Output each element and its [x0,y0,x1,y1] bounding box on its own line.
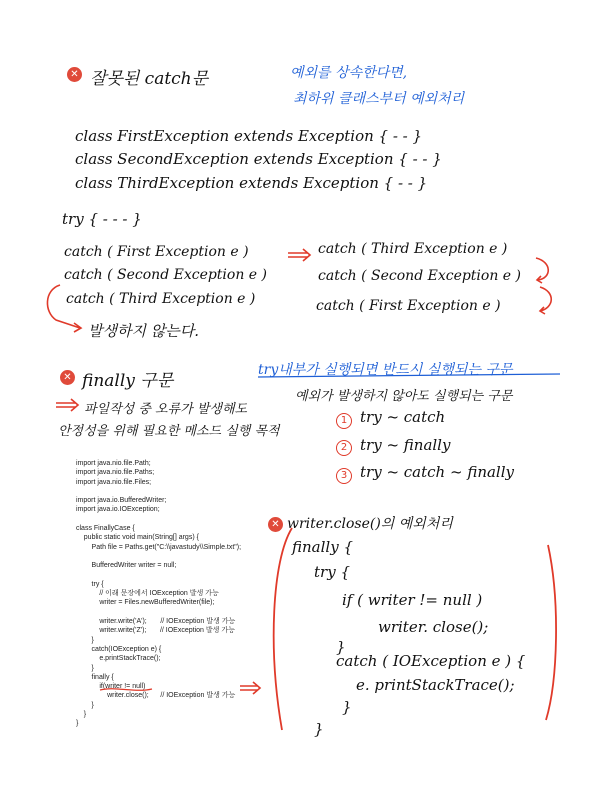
section1-note-line2: 최하위 클래스부터 예외처리 [293,91,465,107]
red-bracket-icon [536,258,548,283]
close-code-line: e. printStackTrace(); [356,676,515,694]
code-line: Path file = Paths.get("C:\\javastudy\\Simple.txt"); [76,543,242,551]
wrong-catch-third: catch ( Third Exception e ) [66,291,256,307]
close-code-line: finally { [292,538,353,556]
section1-note-line1: 예외를 상속한다면, [290,65,408,81]
try-line: try { - - - } [62,210,142,228]
section-mark-icon: ✕ [67,67,82,82]
section2-note-blue: try내부가 실행되면 반드시 실행되는 구문 [258,362,513,378]
code-line: } [76,720,79,728]
code-line: } [76,701,94,709]
code-line: if(writer != null) [76,683,146,691]
section2-note-black: 예외가 발생하지 않아도 실행되는 구문 [295,389,513,404]
class-def-first: class FirstException extends Exception { - - } [75,127,423,145]
code-line: public static void main(String[] args) { [76,534,199,542]
close-code-line: } [342,698,352,716]
wrong-catch-first: catch ( First Exception e ) [64,244,249,260]
red-bracket-icon [47,285,81,332]
code-line: writer.write('Z'); // IOException 발생 가능 [76,627,235,635]
close-handling-title: writer.close()의 예외처리 [287,516,453,532]
red-bracket-icon [540,287,551,314]
code-line: import java.nio.file.Paths; [76,469,155,477]
code-line: import java.io.IOException; [76,506,160,514]
class-def-third: class ThirdException extends Exception { - - } [75,174,428,192]
order-number-1: 1 [336,413,352,429]
code-line: import java.io.BufferedWriter; [76,497,167,505]
section1-title: 잘못된 catch문 [90,69,209,89]
code-line: } [76,636,94,644]
code-line: import java.nio.file.Files; [76,478,152,486]
red-arrow-icon [56,399,78,411]
left-note-line2: 안정성을 위해 필요한 메소드 실행 목적 [58,424,280,439]
code-line: writer.write('A'); // IOException 발생 가능 [76,618,236,626]
section1-bottom-note: 발생하지 않는다. [88,322,199,340]
left-note-line1: 파일작성 중 오류가 발생해도 [84,402,248,417]
close-code-line: if ( writer != null ) [342,591,483,609]
red-arrow-icon [240,682,260,694]
close-code-line: } [336,638,346,656]
code-line: catch(IOException e) { [76,645,162,653]
right-catch-first: catch ( First Exception e ) [316,298,501,314]
code-line: } [76,664,94,672]
code-line: e.printStackTrace(); [76,655,161,663]
right-catch-second: catch ( Second Exception e ) [318,268,522,284]
section-mark-icon: ✕ [60,370,75,385]
close-code-line: } [314,720,324,738]
order-item-1: try ~ catch [360,408,446,426]
code-line: writer.close(); // IOException 발생 가능 [76,692,236,700]
code-line: writer = Files.newBufferedWriter(file); [76,599,215,607]
red-arrow-icon [288,249,310,261]
class-def-second: class SecondException extends Exception { - - } [75,150,442,168]
order-number-2: 2 [336,440,352,456]
right-catch-third: catch ( Third Exception e ) [318,241,508,257]
code-line: BufferedWriter writer = null; [76,562,177,570]
section-mark-icon: ✕ [268,517,283,532]
code-line: try { [76,580,104,588]
section2-title: finally 구문 [82,371,174,391]
code-line: finally { [76,673,114,681]
close-code-line: writer. close(); [378,618,489,636]
red-bracket-icon [274,528,292,730]
wrong-catch-second: catch ( Second Exception e ) [64,267,268,283]
close-code-line: try { [314,563,350,581]
order-item-3: try ~ catch ~ finally [360,463,514,481]
code-line: } [76,711,87,719]
code-line: class FinallyCase { [76,525,135,533]
order-item-2: try ~ finally [360,436,451,454]
code-line: import java.nio.file.Path; [76,460,151,467]
close-code-line: catch ( IOException e ) { [336,652,526,670]
order-number-3: 3 [336,468,352,484]
red-bracket-icon [546,545,556,720]
code-line: // 이래 문장에서 IOException 발생 가능 [76,590,219,598]
